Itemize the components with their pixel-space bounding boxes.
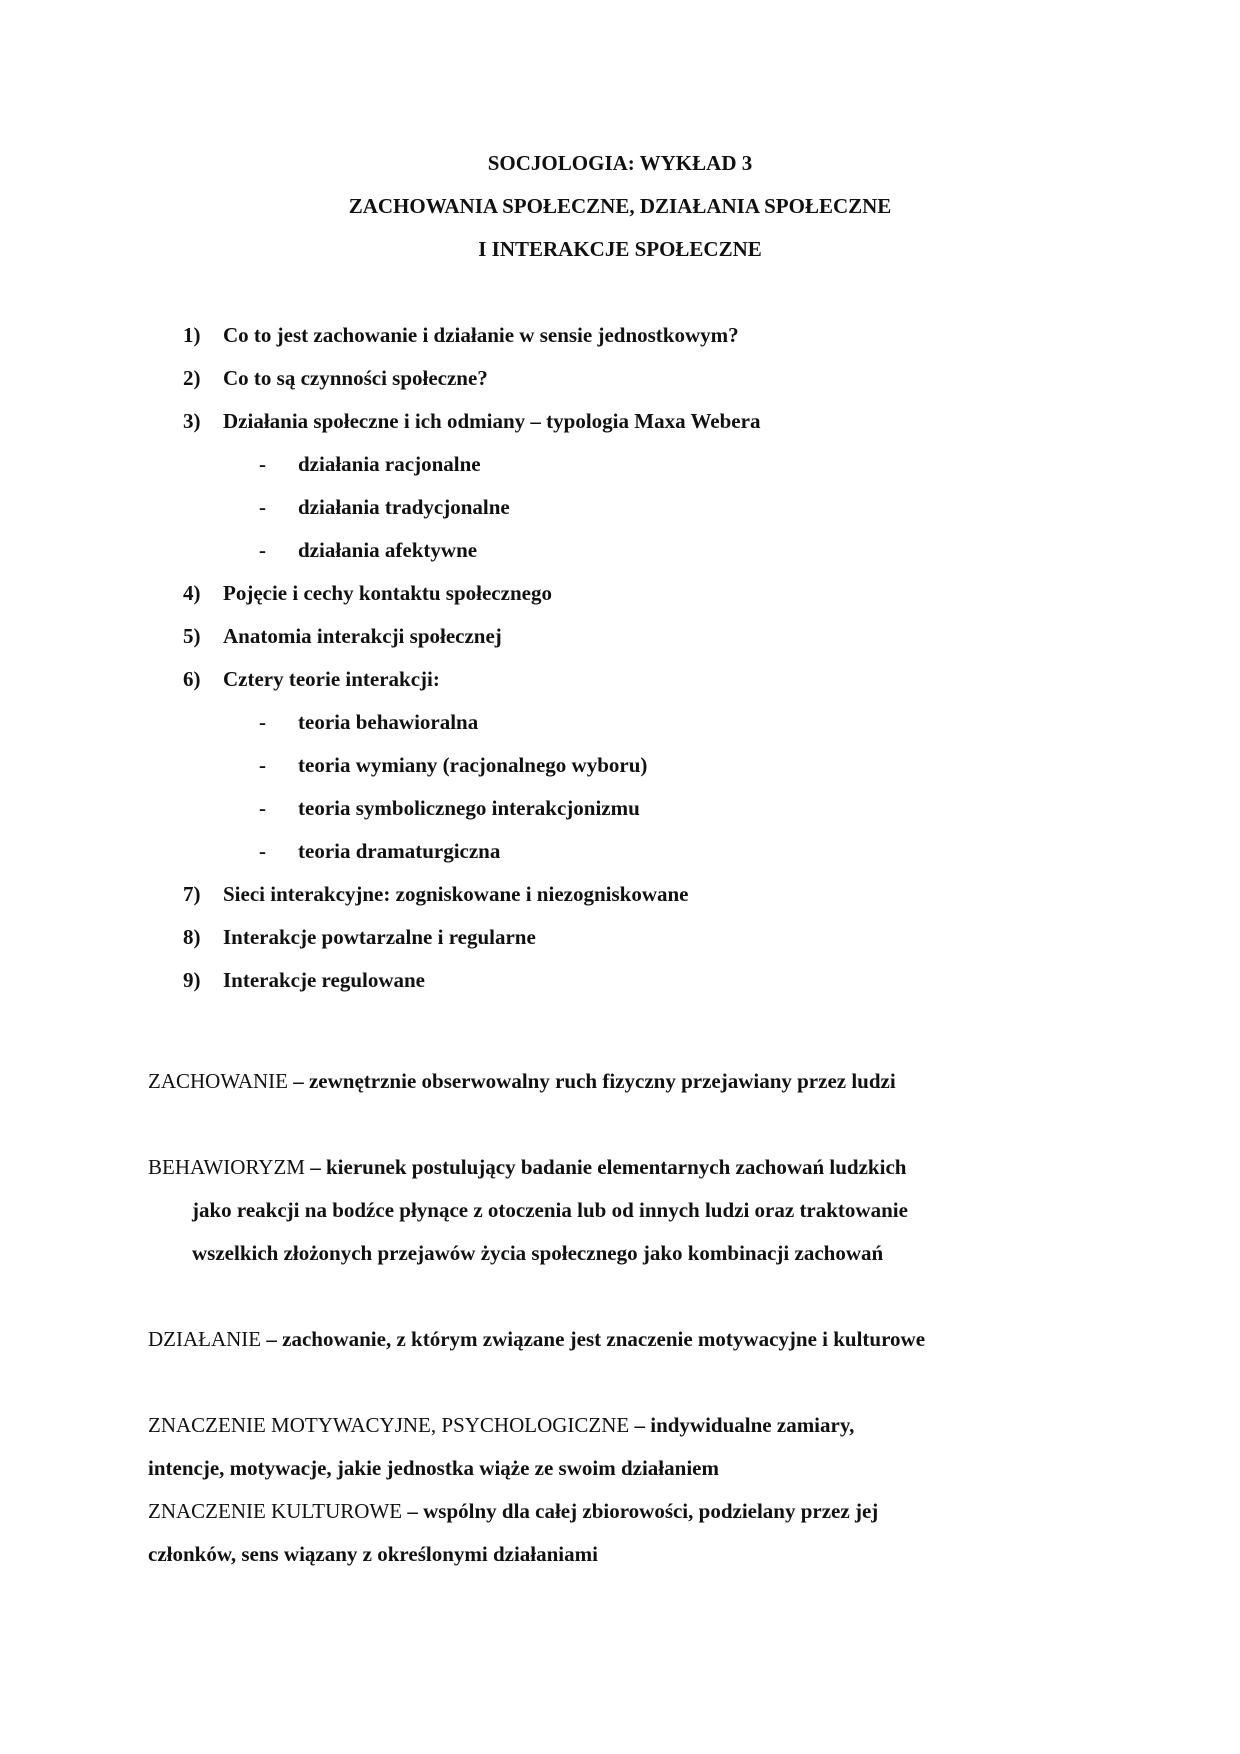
definition-dzialanie [148, 1318, 1088, 1361]
bullet-dash: - [259, 753, 266, 777]
definition-term: ZNACZENIE MOTYWACYJNE, PSYCHOLOGICZNE [148, 1413, 630, 1437]
bullet-dash: - [259, 538, 266, 562]
outline-item-text: Interakcje regulowane [223, 968, 425, 992]
document-subtitle-line-1: ZACHOWANIA SPOŁECZNE, DZIAŁANIA SPOŁECZNE [348, 194, 892, 218]
outline-subitem-text: teoria dramaturgiczna [298, 839, 501, 863]
definition-text: – zewnętrznie obserwowalny ruch fizyczny przejawiany przez ludzi [287, 1069, 896, 1093]
definition-continuation: jako reakcji na bodźce płynące z otoczenia lub od innych ludzi oraz traktowanie [192, 1198, 908, 1222]
bullet-dash: - [259, 796, 266, 820]
outline-subitem-text: działania afektywne [298, 538, 478, 562]
outline-item-number: 6) [183, 667, 201, 691]
bullet-dash: - [259, 839, 266, 863]
definition-continuation: wszelkich złożonych przejawów życia społecznego jako kombinacji zachowań [192, 1241, 884, 1265]
outline-item-number: 1) [183, 323, 201, 347]
definition-znaczenie-motywacyjne [148, 1404, 1088, 1490]
outline-item-number: 2) [183, 366, 201, 390]
definition-term: ZACHOWANIE [148, 1069, 288, 1093]
outline-item-number: 4) [183, 581, 201, 605]
definition-behawioryzm [148, 1146, 1088, 1275]
definition-text: – indywidualne zamiary, [629, 1413, 855, 1437]
outline-item-number: 8) [183, 925, 201, 949]
outline-item-text: Interakcje powtarzalne i regularne [223, 925, 536, 949]
definition-continuation: członków, sens wiązany z określonymi działaniami [148, 1542, 598, 1566]
outline-item-text: Sieci interakcyjne: zogniskowane i niezogniskowane [223, 882, 689, 906]
outline-item-number: 7) [183, 882, 201, 906]
outline-item-text: Pojęcie i cechy kontaktu społecznego [223, 581, 552, 605]
definition-text: – kierunek postulujący badanie elementarnych zachowań ludzkich [304, 1155, 907, 1179]
outline-item-number: 3) [183, 409, 201, 433]
definition-term: BEHAWIORYZM [148, 1155, 305, 1179]
bullet-dash: - [259, 710, 266, 734]
outline-item-text: Co to są czynności społeczne? [223, 366, 488, 390]
document-title: SOCJOLOGIA: WYKŁAD 3 [487, 151, 753, 175]
definition-continuation: intencje, motywacje, jakie jednostka wiąże ze swoim działaniem [148, 1456, 719, 1480]
outline-item-text: Co to jest zachowanie i działanie w sensie jednostkowym? [223, 323, 739, 347]
outline-subitem-text: teoria wymiany (racjonalnego wyboru) [298, 753, 648, 777]
outline-subitem-text: działania racjonalne [298, 452, 481, 476]
document-subtitle-line-2: I INTERAKCJE SPOŁECZNE [478, 237, 762, 261]
outline-item-text: Cztery teorie interakcji: [223, 667, 440, 691]
outline-subitem-text: działania tradycjonalne [298, 495, 510, 519]
outline-subitem-text: teoria behawioralna [298, 710, 479, 734]
outline-item-text: Działania społeczne i ich odmiany – typologia Maxa Webera [223, 409, 761, 433]
definition-term: DZIAŁANIE [148, 1327, 262, 1351]
bullet-dash: - [259, 452, 266, 476]
bullet-dash: - [259, 495, 266, 519]
outline-item-text: Anatomia interakcji społecznej [223, 624, 502, 648]
outline-subitem-text: teoria symbolicznego interakcjonizmu [298, 796, 640, 820]
definition-znaczenie-kulturowe [148, 1490, 1088, 1576]
definition-term: ZNACZENIE KULTUROWE [148, 1499, 403, 1523]
definition-text: – zachowanie, z którym związane jest znaczenie motywacyjne i kulturowe [261, 1327, 926, 1351]
definition-zachowanie [148, 1060, 1088, 1103]
definition-text: – wspólny dla całej zbiorowości, podzielany przez jej [402, 1499, 879, 1523]
outline-item-number: 9) [183, 968, 201, 992]
outline-item-number: 5) [183, 624, 201, 648]
